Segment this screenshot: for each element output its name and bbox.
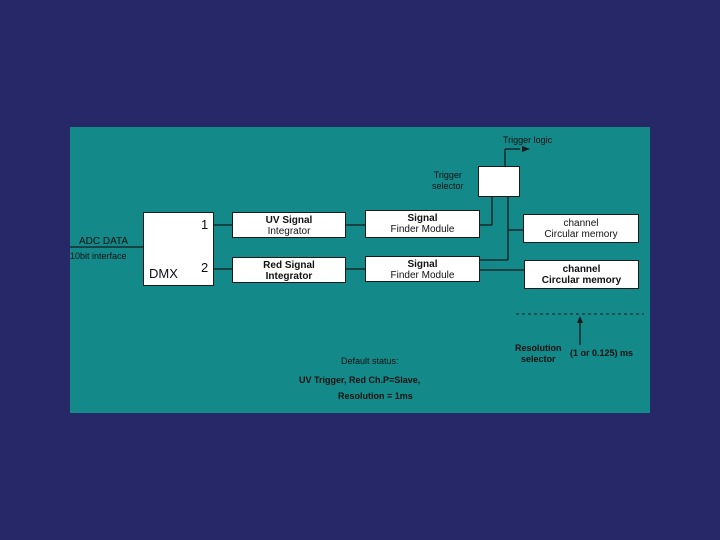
memory-top-title: channel bbox=[563, 218, 599, 229]
finder-bottom-title: Signal bbox=[407, 259, 438, 270]
trigger-selector-line2: selector bbox=[432, 181, 464, 191]
dmx-port-2: 2 bbox=[201, 260, 209, 275]
adc-data-label: ADC DATA bbox=[79, 236, 129, 247]
finder-top-subtitle: Finder Module bbox=[390, 224, 455, 235]
adc-interface-label: 10bit interface bbox=[70, 251, 127, 261]
resolution-line1: Resolution bbox=[515, 343, 562, 353]
memory-top-subtitle: Circular memory bbox=[544, 229, 618, 240]
trigger-selector-label bbox=[432, 170, 464, 192]
trigger-logic-label: Trigger logic bbox=[503, 135, 553, 145]
uv-integrator-title: UV Signal bbox=[265, 215, 313, 226]
memory-bottom-title: channel bbox=[562, 264, 601, 275]
signal-finder-module-bottom bbox=[365, 256, 480, 282]
red-integrator-subtitle: Integrator bbox=[265, 271, 313, 282]
signal-finder-module-top bbox=[365, 210, 480, 238]
resolution-selector-label bbox=[515, 343, 562, 365]
red-integrator-title: Red Signal bbox=[263, 260, 315, 271]
trigger-selector-box bbox=[478, 166, 520, 197]
finder-bottom-subtitle: Finder Module bbox=[390, 270, 455, 281]
finder-top-title: Signal bbox=[407, 213, 438, 224]
uv-signal-integrator-box bbox=[232, 212, 346, 238]
dmx-port-1: 1 bbox=[201, 217, 209, 232]
default-status-heading: Default status: bbox=[341, 356, 399, 366]
dmx-switch-box bbox=[143, 212, 214, 286]
dmx-label: DMX bbox=[149, 266, 178, 281]
circular-memory-top bbox=[523, 214, 639, 243]
default-status-resolution: Resolution = 1ms bbox=[338, 391, 413, 401]
uv-integrator-subtitle: Integrator bbox=[267, 226, 311, 237]
red-signal-integrator-box bbox=[232, 257, 346, 283]
circular-memory-bottom bbox=[524, 260, 639, 289]
resolution-value: (1 or 0.125) ms bbox=[570, 348, 634, 358]
resolution-line2: selector bbox=[520, 354, 556, 364]
default-status-trigger: UV Trigger, Red Ch.P=Slave, bbox=[299, 375, 421, 385]
trigger-selector-line1: Trigger bbox=[433, 170, 462, 180]
memory-bottom-subtitle: Circular memory bbox=[541, 275, 622, 286]
